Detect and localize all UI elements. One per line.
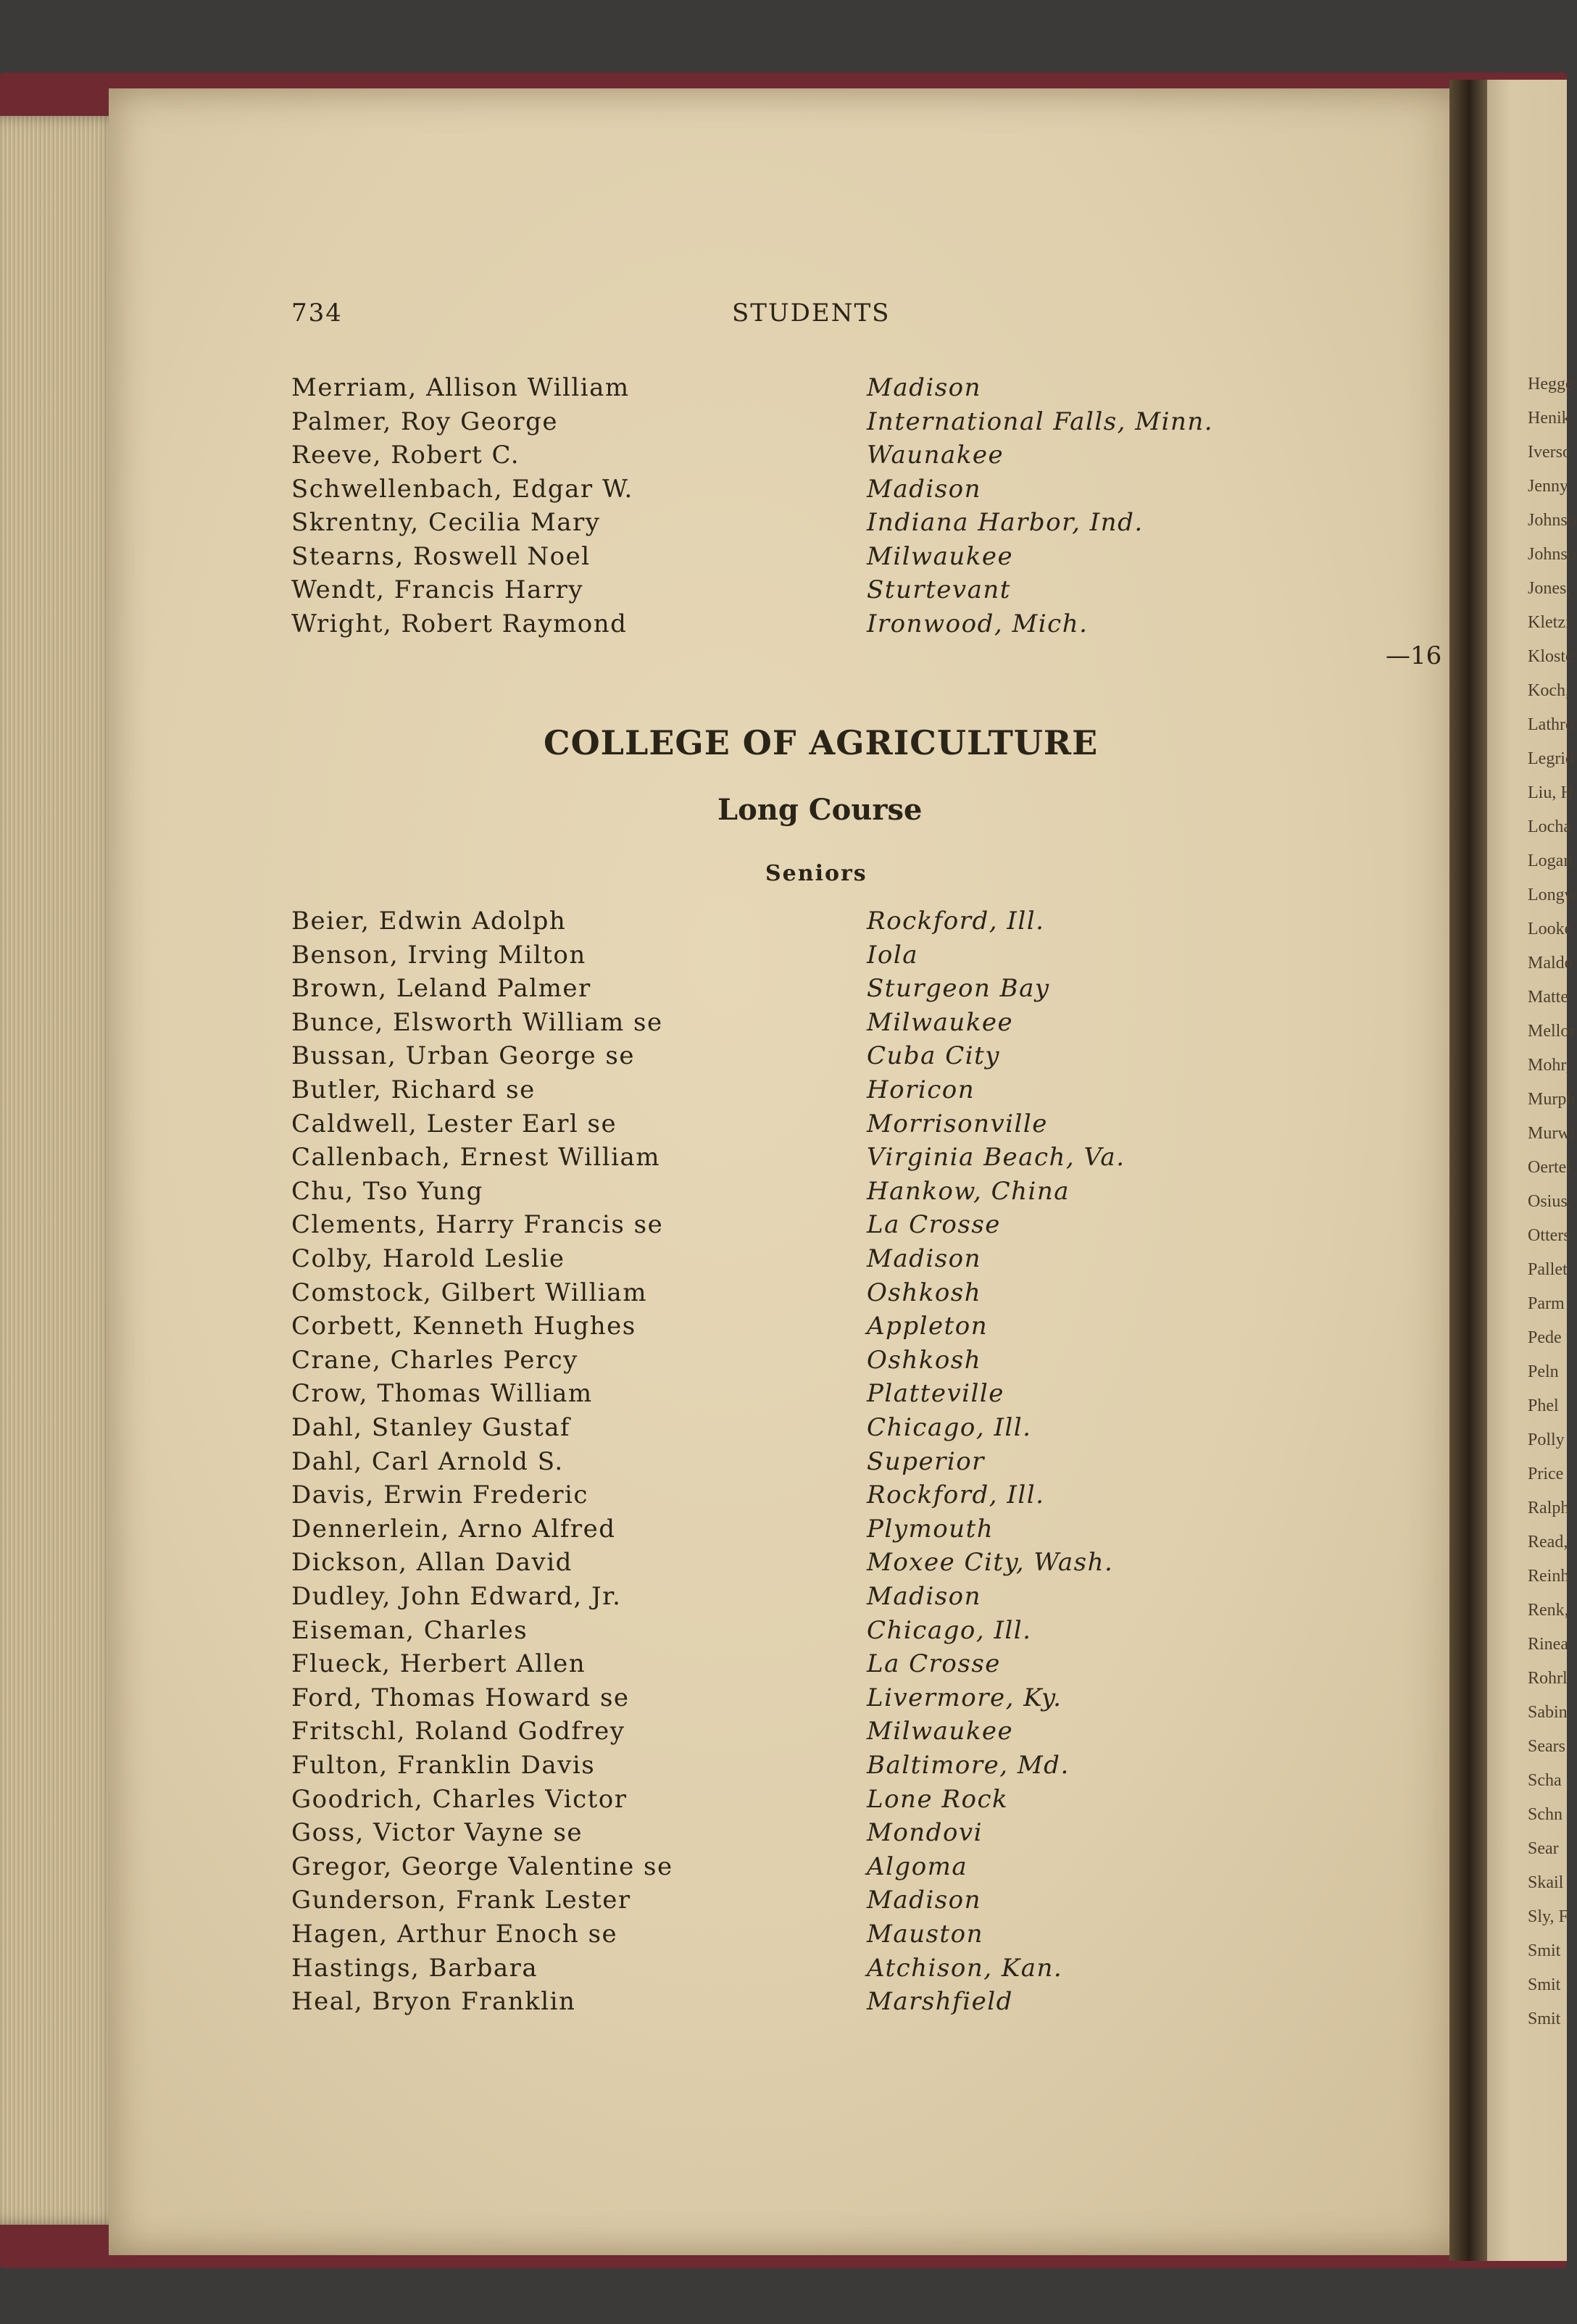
student-name: Gunderson, Frank Lester xyxy=(291,1886,631,1915)
facing-page-text: Looke xyxy=(1528,920,1573,938)
list-item xyxy=(0,1952,1567,1985)
student-hometown: La Crosse xyxy=(867,1210,1001,1240)
facing-page-text: Hegge xyxy=(1528,375,1573,393)
list-item xyxy=(0,1850,1567,1883)
student-name: Beier, Edwin Adolph xyxy=(291,907,567,936)
list-item xyxy=(0,1445,1567,1478)
list-item xyxy=(0,1141,1567,1174)
facing-page-text: Logan xyxy=(1528,851,1573,870)
facing-page-text: Reinh xyxy=(1528,1567,1570,1586)
facing-page-text: Longw xyxy=(1528,886,1577,904)
student-name: Clements, Harry Francis se xyxy=(291,1210,664,1240)
list-item xyxy=(0,1276,1567,1309)
facing-page-text: Skail xyxy=(1528,1873,1564,1892)
student-name: Merriam, Allison William xyxy=(291,373,630,402)
student-hometown: Morrisonville xyxy=(867,1109,1048,1138)
group-heading: Seniors xyxy=(765,861,867,886)
student-name: Hagen, Arthur Enoch se xyxy=(291,1920,618,1949)
facing-page-text: Koch, xyxy=(1528,681,1570,700)
list-item xyxy=(0,1175,1567,1208)
list-item xyxy=(0,1344,1567,1377)
student-name: Reeve, Robert C. xyxy=(291,441,520,470)
facing-page-text: Scha xyxy=(1528,1771,1562,1790)
student-hometown: Plymouth xyxy=(867,1514,994,1544)
student-hometown: Milwaukee xyxy=(867,1717,1014,1746)
list-item xyxy=(0,972,1567,1005)
student-name: Fulton, Franklin Davis xyxy=(291,1751,596,1780)
student-name: Schwellenbach, Edgar W. xyxy=(291,474,633,504)
page-number: 734 xyxy=(291,299,343,328)
list-item xyxy=(0,1546,1567,1579)
list-item xyxy=(0,1883,1567,1917)
running-head: STUDENTS xyxy=(732,299,891,328)
student-name: Palmer, Roy George xyxy=(291,407,558,436)
student-hometown: Madison xyxy=(867,1582,982,1611)
facing-page-text: Rohrl xyxy=(1528,1669,1568,1688)
student-name: Wendt, Francis Harry xyxy=(291,575,584,604)
student-name: Wright, Robert Raymond xyxy=(291,609,628,638)
list-item xyxy=(0,1985,1567,2018)
student-hometown: Waunakee xyxy=(867,441,1004,470)
list-item xyxy=(0,1816,1567,1849)
list-item xyxy=(0,1242,1567,1275)
student-name: Ford, Thomas Howard se xyxy=(291,1683,630,1712)
student-name: Butler, Richard se xyxy=(291,1075,536,1104)
student-hometown: Madison xyxy=(867,1886,982,1915)
student-name: Gregor, George Valentine se xyxy=(291,1852,673,1881)
student-hometown: Marshfield xyxy=(867,1987,1013,2017)
list-item xyxy=(0,1411,1567,1444)
list-item xyxy=(0,1478,1567,1512)
count-marker: —16 xyxy=(1386,641,1442,670)
student-hometown: Rockford, Ill. xyxy=(867,1480,1045,1510)
facing-page-text: Osius, xyxy=(1528,1192,1572,1211)
student-hometown: Chicago, Ill. xyxy=(867,1615,1032,1645)
student-hometown: Iola xyxy=(867,940,919,970)
facing-page-text: Legrid xyxy=(1528,749,1574,768)
list-item xyxy=(0,405,1567,438)
facing-page-text: Mohr, xyxy=(1528,1056,1570,1075)
list-item xyxy=(0,938,1567,972)
student-name: Eiseman, Charles xyxy=(291,1615,528,1645)
facing-page-text: Rinea xyxy=(1528,1635,1568,1654)
list-item xyxy=(0,1783,1567,1816)
facing-page-text: Pallet xyxy=(1528,1260,1568,1279)
list-item xyxy=(0,1208,1567,1241)
facing-page-text: Jenny xyxy=(1528,477,1568,496)
list-item xyxy=(0,438,1567,472)
student-hometown: Cuba City xyxy=(867,1041,1001,1071)
list-item xyxy=(0,1107,1567,1141)
list-item xyxy=(0,1512,1567,1546)
list-item xyxy=(0,1681,1567,1715)
student-name: Benson, Irving Milton xyxy=(291,940,586,970)
student-hometown: Chicago, Ill. xyxy=(867,1413,1032,1442)
facing-page-text: Locha xyxy=(1528,817,1571,836)
student-name: Goss, Victor Vayne se xyxy=(291,1818,583,1848)
facing-page-text: Oertel xyxy=(1528,1158,1571,1177)
student-hometown: Horicon xyxy=(867,1075,975,1104)
list-item xyxy=(0,1917,1567,1951)
student-hometown: Mauston xyxy=(867,1920,983,1949)
facing-page-text: Sly, F xyxy=(1528,1907,1568,1926)
student-hometown: Indiana Harbor, Ind. xyxy=(867,508,1144,537)
facing-page-text: Jones, xyxy=(1528,579,1571,598)
student-name: Dudley, John Edward, Jr. xyxy=(291,1582,622,1611)
list-item xyxy=(0,1377,1567,1410)
student-name: Brown, Leland Palmer xyxy=(291,974,591,1004)
student-name: Crane, Charles Percy xyxy=(291,1345,578,1375)
student-hometown: Milwaukee xyxy=(867,1007,1014,1037)
facing-page-text: Sabin xyxy=(1528,1703,1568,1722)
facing-page-text: Sear xyxy=(1528,1839,1559,1858)
student-hometown: Lone Rock xyxy=(867,1784,1009,1814)
list-item xyxy=(0,1580,1567,1613)
list-item xyxy=(0,1647,1567,1680)
section-title: COLLEGE OF AGRICULTURE xyxy=(544,723,1099,762)
student-name: Heal, Bryon Franklin xyxy=(291,1987,576,2017)
list-item xyxy=(0,904,1567,938)
facing-page-text: Maldo xyxy=(1528,954,1573,973)
student-hometown: Appleton xyxy=(867,1312,989,1341)
list-item xyxy=(0,472,1567,506)
facing-page-text: Renk, xyxy=(1528,1601,1569,1620)
student-name: Dahl, Carl Arnold S. xyxy=(291,1446,564,1476)
list-item xyxy=(0,371,1567,404)
facing-page-text: Read, xyxy=(1528,1533,1568,1552)
student-name: Goodrich, Charles Victor xyxy=(291,1784,628,1814)
section-subtitle: Long Course xyxy=(717,793,923,827)
student-hometown: La Crosse xyxy=(867,1649,1001,1679)
list-item xyxy=(0,1073,1567,1107)
facing-page-text: Smit xyxy=(1528,2009,1561,2028)
student-hometown: Platteville xyxy=(867,1379,1004,1409)
facing-page-text: Peln xyxy=(1528,1362,1559,1381)
facing-page-text: Liu, H xyxy=(1528,783,1573,802)
facing-page-text: Otters xyxy=(1528,1226,1570,1245)
student-hometown: Ironwood, Mich. xyxy=(867,609,1089,638)
list-item xyxy=(0,1715,1567,1748)
list-item xyxy=(0,1309,1567,1343)
student-hometown: Superior xyxy=(867,1446,985,1476)
facing-page-text: Lathro xyxy=(1528,715,1574,734)
student-hometown: Madison xyxy=(867,373,982,402)
student-hometown: Milwaukee xyxy=(867,541,1014,571)
student-name: Stearns, Roswell Noel xyxy=(291,541,591,571)
student-name: Dickson, Allan David xyxy=(291,1548,573,1578)
facing-page-text: Polly xyxy=(1528,1430,1565,1449)
student-hometown: Oshkosh xyxy=(867,1278,982,1307)
student-hometown: Baltimore, Md. xyxy=(867,1751,1070,1780)
list-item xyxy=(0,540,1567,573)
facing-page-text: Kletzi xyxy=(1528,613,1570,632)
facing-page-text: Sears xyxy=(1528,1737,1565,1756)
student-name: Hastings, Barbara xyxy=(291,1953,538,1983)
student-hometown: Sturtevant xyxy=(867,575,1011,604)
student-hometown: Sturgeon Bay xyxy=(867,974,1050,1004)
facing-page-text: Murwi xyxy=(1528,1124,1576,1143)
facing-page-text: Johnso xyxy=(1528,511,1576,530)
facing-page-text: Smit xyxy=(1528,1975,1561,1994)
student-name: Caldwell, Lester Earl se xyxy=(291,1109,617,1138)
student-name: Dahl, Stanley Gustaf xyxy=(291,1413,571,1442)
student-hometown: Atchison, Kan. xyxy=(867,1953,1063,1983)
student-hometown: Madison xyxy=(867,1244,982,1273)
facing-page-text: Phel xyxy=(1528,1396,1559,1415)
student-hometown: Oshkosh xyxy=(867,1345,982,1375)
student-name: Dennerlein, Arno Alfred xyxy=(291,1514,616,1544)
facing-page-text: Parm xyxy=(1528,1294,1565,1313)
facing-page-text: Johnso xyxy=(1528,545,1576,564)
list-item xyxy=(0,1749,1567,1782)
facing-page-text: Price xyxy=(1528,1465,1564,1483)
facing-page-text: Smit xyxy=(1528,1941,1561,1960)
facing-page-text: Kloste xyxy=(1528,647,1573,666)
facing-page-text: Mellor xyxy=(1528,1022,1576,1041)
list-item xyxy=(0,607,1567,641)
student-name: Corbett, Kenneth Hughes xyxy=(291,1312,636,1341)
student-name: Skrentny, Cecilia Mary xyxy=(291,508,601,537)
student-name: Bunce, Elsworth William se xyxy=(291,1007,663,1037)
student-hometown: Moxee City, Wash. xyxy=(867,1548,1114,1578)
facing-page-text: Henik xyxy=(1528,409,1570,428)
facing-page-text: Ralph xyxy=(1528,1499,1570,1517)
student-name: Flueck, Herbert Allen xyxy=(291,1649,586,1679)
student-hometown: Madison xyxy=(867,474,982,504)
student-name: Crow, Thomas William xyxy=(291,1379,593,1409)
student-name: Bussan, Urban George se xyxy=(291,1041,635,1071)
facing-page-text: Pede xyxy=(1528,1328,1562,1347)
student-name: Davis, Erwin Frederic xyxy=(291,1480,588,1510)
student-name: Comstock, Gilbert William xyxy=(291,1278,647,1307)
student-name: Callenbach, Ernest William xyxy=(291,1143,661,1173)
list-item xyxy=(0,1614,1567,1647)
facing-page-text: Murph xyxy=(1528,1090,1576,1109)
student-name: Chu, Tso Yung xyxy=(291,1176,483,1206)
student-hometown: International Falls, Minn. xyxy=(867,407,1214,436)
student-hometown: Virginia Beach, Va. xyxy=(867,1143,1125,1173)
student-name: Colby, Harold Leslie xyxy=(291,1244,565,1273)
list-item xyxy=(0,1006,1567,1039)
student-hometown: Algoma xyxy=(867,1852,968,1881)
facing-page-text: Matte xyxy=(1528,988,1568,1007)
list-item xyxy=(0,573,1567,607)
facing-page-text: Iverso xyxy=(1528,443,1571,462)
student-name: Fritschl, Roland Godfrey xyxy=(291,1717,625,1746)
facing-page-text: Schn xyxy=(1528,1805,1563,1824)
list-item xyxy=(0,1039,1567,1073)
student-hometown: Rockford, Ill. xyxy=(867,907,1045,936)
student-hometown: Mondovi xyxy=(867,1818,983,1848)
list-item xyxy=(0,506,1567,539)
student-hometown: Hankow, China xyxy=(867,1176,1070,1206)
student-hometown: Livermore, Ky. xyxy=(867,1683,1062,1712)
